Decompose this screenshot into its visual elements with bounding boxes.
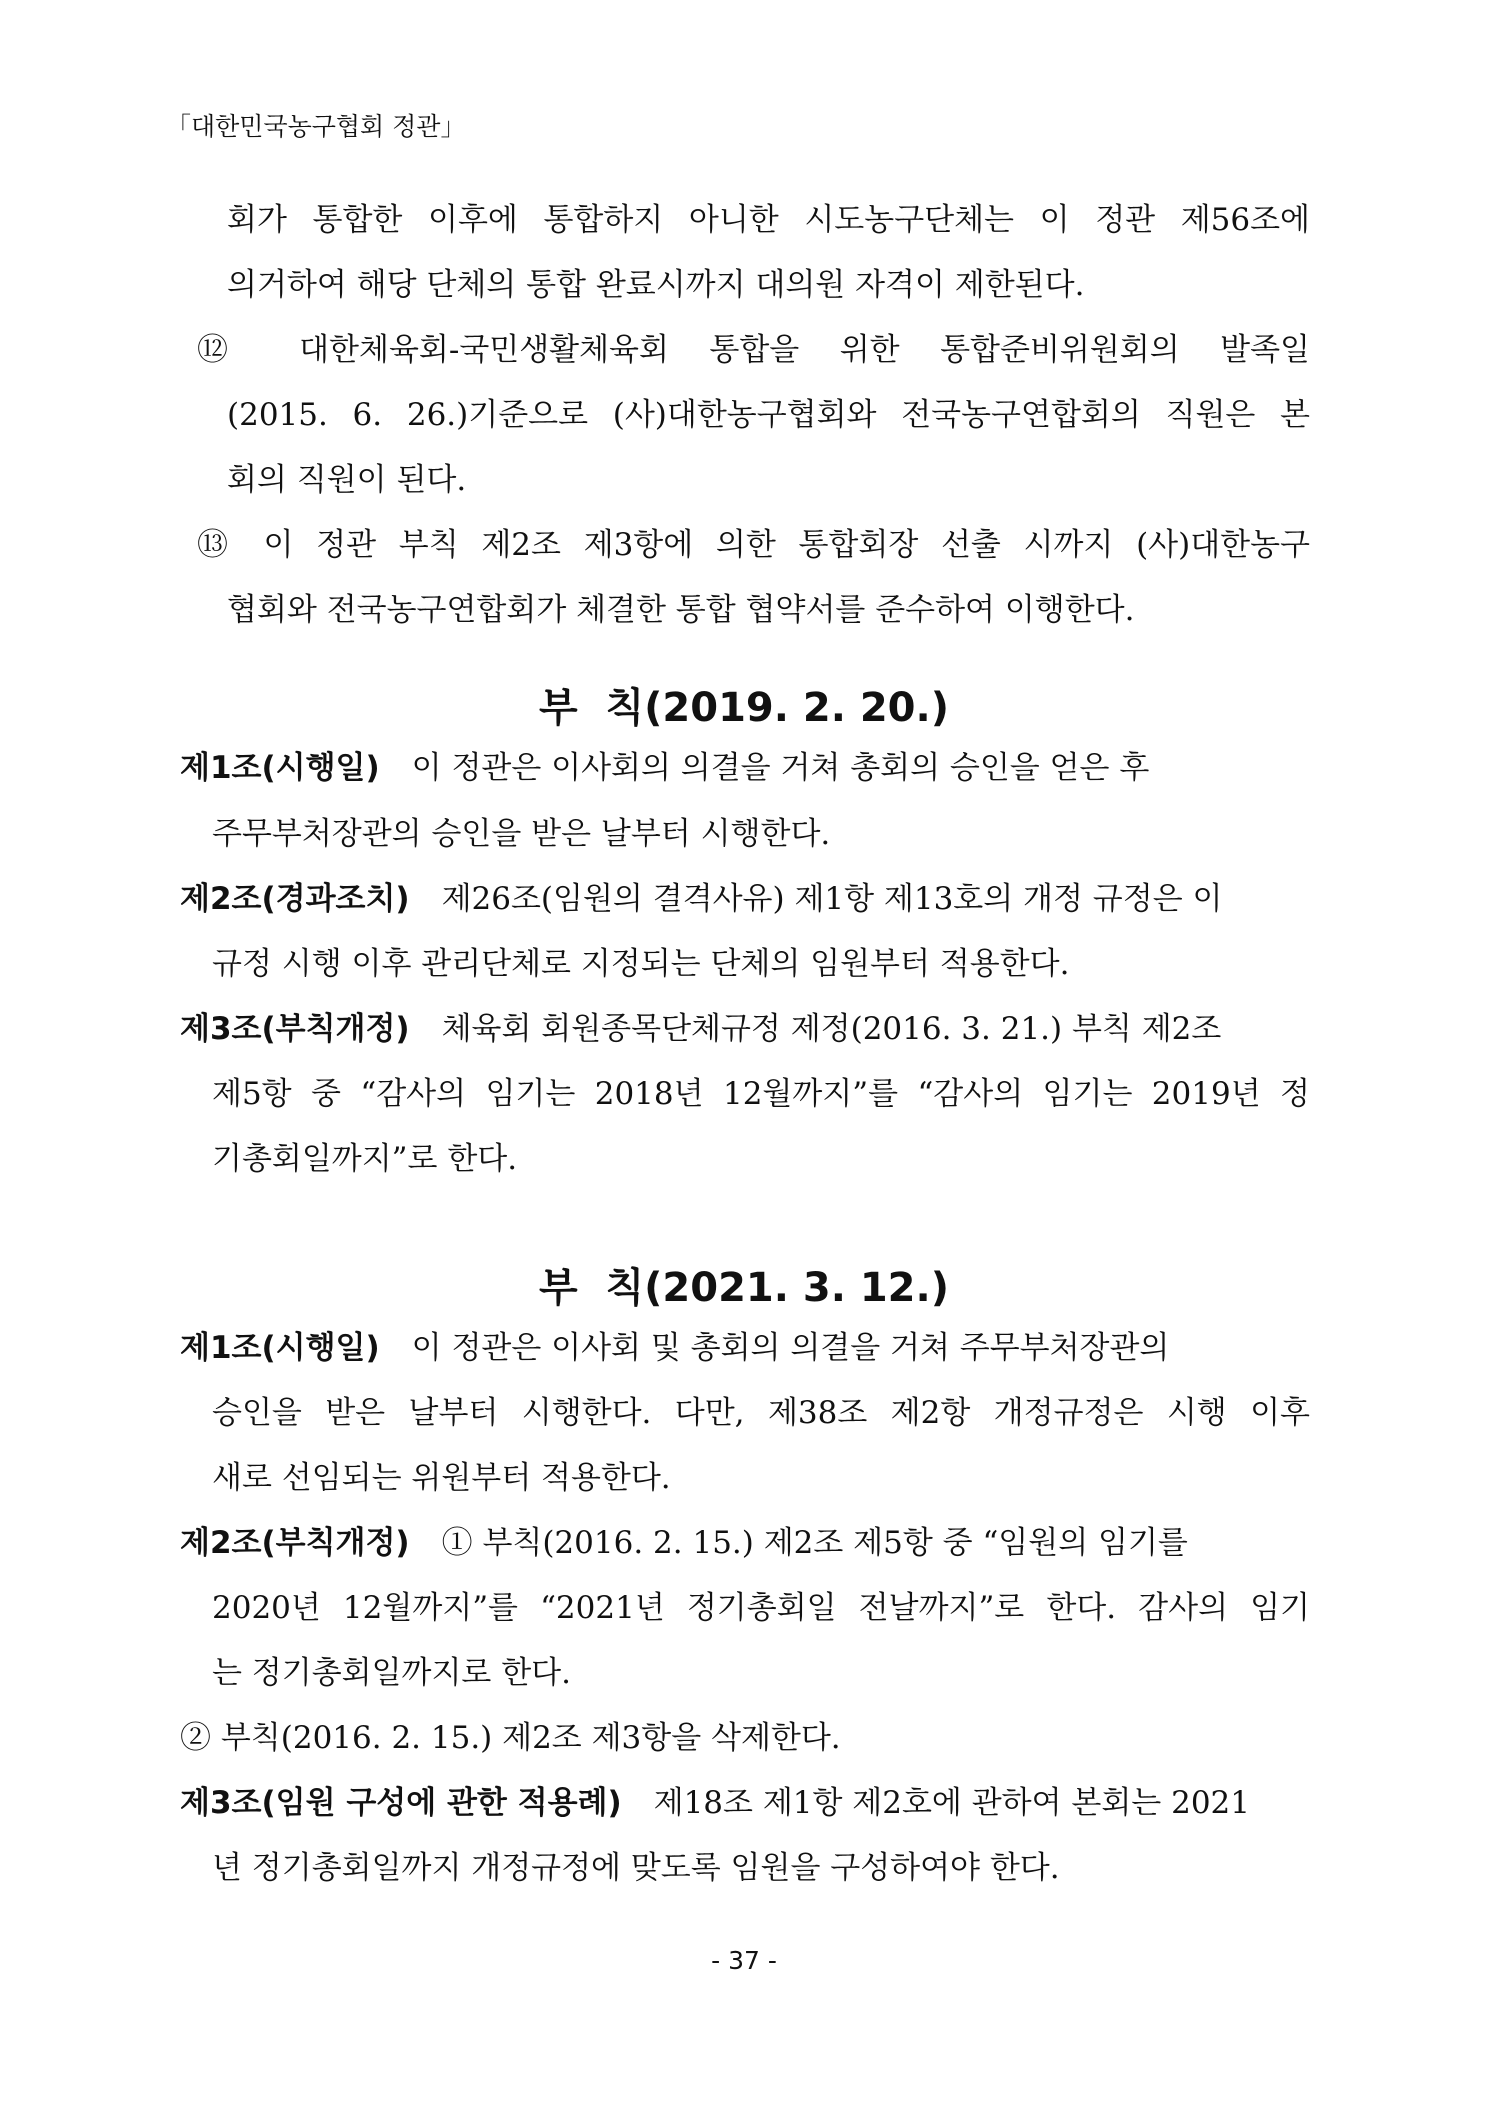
article-heading: 제2조(경과조치) [180,881,410,917]
paragraph-item-2: ② 부칙(2016. 2. 15.) 제2조 제3항을 삭제한다. [180,1720,841,1756]
paragraph-item-13: ⑬ 이 정관 부칙 제2조 제3항에 의한 통합회장 선출 시까지 (사)대한농구 [197,527,1310,563]
text-line: 회가 통합한 이후에 통합하지 아니한 시도농구단체는 이 정관 제56조에 [227,202,1310,238]
text-line: 새로 선임되는 위원부터 적용한다. [212,1460,671,1496]
article-heading: 제1조(시행일) [180,1330,380,1366]
article-3-2021 [180,1783,1250,1823]
article-2-2021 [180,1523,1188,1563]
article-heading: 제3조(부칙개정) [180,1011,410,1047]
article-text: ① 부칙(2016. 2. 15.) 제2조 제5항 중 “임원의 임기를 [441,1525,1188,1561]
text-line: 의거하여 해당 단체의 통합 완료시까지 대의원 자격이 제한된다. [227,267,1085,303]
article-1-2021 [180,1328,1169,1368]
text-line: 협회와 전국농구연합회가 체결한 통합 협약서를 준수하여 이행한다. [227,592,1135,628]
text-line: (2015. 6. 26.)기준으로 (사)대한농구협회와 전국농구연합회의 직원은 본 [227,397,1310,433]
text-line: 승인을 받은 날부터 시행한다. 다만, 제38조 제2항 개정규정은 시행 이후 [212,1395,1310,1431]
article-heading: 제2조(부칙개정) [180,1525,410,1561]
text-line: 주무부처장관의 승인을 받은 날부터 시행한다. [212,816,831,852]
section-title-2021: 부 칙(2021. 3. 12.) [539,1265,949,1311]
text-line: 2020년 12월까지”를 “2021년 정기총회일 전날까지”로 한다. 감사의 임기 [212,1590,1310,1626]
section-title-2019: 부 칙(2019. 2. 20.) [539,685,949,731]
text-line: 제5항 중 “감사의 임기는 2018년 12월까지”를 “감사의 임기는 2019년 정 [212,1076,1310,1112]
running-header: 「대한민국농구협회 정관」 [166,112,466,141]
article-text: 이 정관은 이사회의 의결을 거쳐 총회의 승인을 얻은 후 [411,750,1150,786]
text-line: 는 정기총회일까지로 한다. [212,1655,571,1691]
article-text: 제26조(임원의 결격사유) 제1항 제13호의 개정 규정은 이 [441,881,1223,917]
page-number: - 37 - [711,1946,777,1975]
text-line: 기총회일까지”로 한다. [212,1141,518,1177]
article-2-2019 [180,879,1222,919]
article-3-2019 [180,1009,1221,1049]
article-heading: 제3조(임원 구성에 관한 적용례) [180,1785,622,1821]
article-heading: 제1조(시행일) [180,750,380,786]
article-text: 제18조 제1항 제2호에 관하여 본회는 2021 [653,1785,1250,1821]
text-line: 규정 시행 이후 관리단체로 지정되는 단체의 임원부터 적용한다. [212,946,1070,982]
text-line: 회의 직원이 된다. [227,462,467,498]
paragraph-item-12: ⑫ 대한체육회-국민생활체육회 통합을 위한 통합준비위원회의 발족일 [197,332,1310,368]
text-line: 년 정기총회일까지 개정규정에 맞도록 임원을 구성하여야 한다. [212,1850,1060,1886]
article-1-2019 [180,748,1149,788]
article-text: 이 정관은 이사회 및 총회의 의결을 거쳐 주무부처장관의 [411,1330,1170,1366]
article-text: 체육회 회원종목단체규정 제정(2016. 3. 21.) 부칙 제2조 [441,1011,1222,1047]
